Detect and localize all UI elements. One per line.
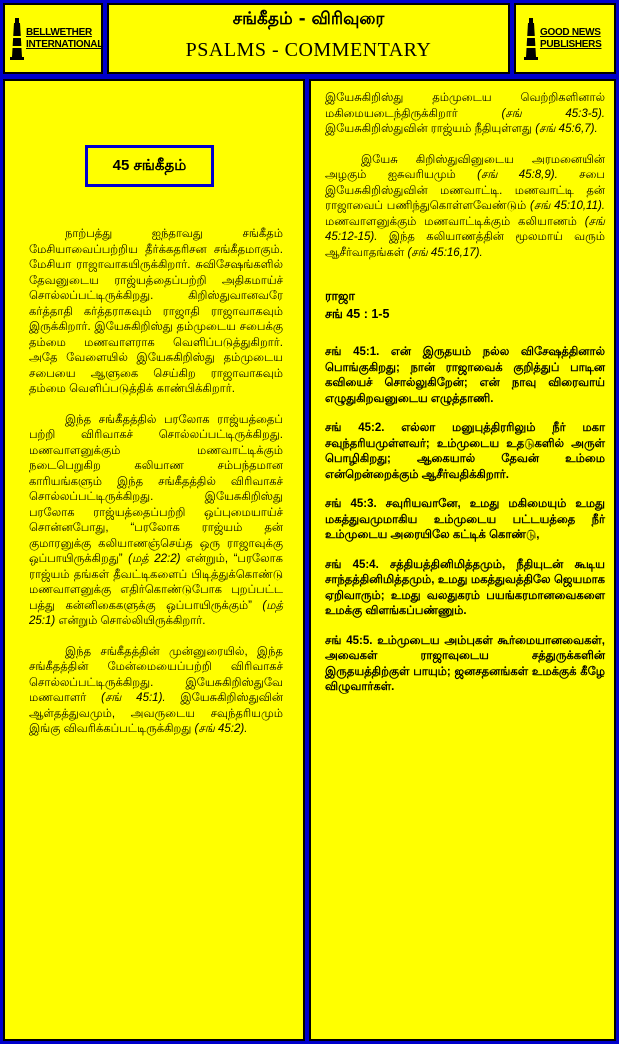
kingdom-text: என்றும் சொல்லியிருக்கிறார். [58,615,206,627]
reference: (சங் 45:16,17). [407,246,483,259]
reference: (சங் 45:12-15). [325,215,605,243]
reference: (சங் 45:2). [194,723,248,735]
left-logo-box [3,3,103,74]
palace-text: இந்த கலியாணத்தின் மூலமாய் வரும் ஆசீர்வாதங்கள் [325,231,605,259]
palace-text: இயேசு கிறிஸ்துவினுடைய அரமனையின் அழகும் ஐசுவரியமும் [325,153,605,181]
verse-item: சங் 45:3. சவுரியவானே, உமது மகிமையும் உமது மகத்துவமுமாகிய உம்முடைய பட்டயத்தை நீர் உம்முடைய அரையிலே கட்டிக் கொண்டு, [325,498,605,541]
verse-list [325,345,605,696]
preface-paragraph [29,645,283,738]
title-tamil: சங்கீதம் - விரிவுரை [232,9,385,29]
victory-text: இயேசுகிறிஸ்து தம்முடைய வெற்றிகளினால் மகிமையடைந்திருக்கிறார் [325,92,605,120]
reference: (மத் 25:1) [29,599,283,627]
verse-item: சங் 45:5. உம்முடைய அம்புகள் கூர்மையானவைகள், அவைகள் ராஜாவுடைய சத்துருக்களின் இருதயத்திற்குள் பாயும்; ஜனசதனங்கள் உமக்குக் கீழே விழுவார்கள். [325,634,605,693]
reference: (சங் 45:10,11). [530,200,606,212]
verse-item: சங் 45:2. எல்லா மனுபுத்திரரிலும் நீர் மகா சவுந்தரியமுள்ளவர்; உம்முடைய உதடுகளில் அருள் பொழிகிறது; ஆகையால் தேவன் உம்மை என்றென்றைக்கும் ஆசீர்வதிக்கிறார். [325,422,605,481]
section-title: ராஜா [325,289,355,303]
good-news-logo [524,17,606,61]
palace-paragraph [325,153,605,262]
reference: (சங் 45:8,9). [477,169,558,181]
title-english: PSALMS - COMMENTARY [185,39,432,61]
verse-item: சங் 45:1. என் இருதயம் நல்ல விசேஷத்தினால் பொங்குகிறது; நான் ராஜாவைக் குறித்துப் பாடின கவியைச் சொல்லுகிறேன்; என் நாவு விரைவாய் எழுதுகிறவனுடைய எழுத்தாணி. [325,346,605,405]
section-reference: சங் 45 : 1-5 [325,307,390,321]
kingdom-text: இந்த சங்கீதத்தில் பரலோக ராஜ்யத்தைப் பற்றி விரிவாகச் சொல்லப்பட்டிருக்கிறது. மணவாளனுக்கும் மணவாட்டிக்கும் நடைபெறுகிற கலியாண சம்பந்தமான காரியங்களும் இந்த சங்கீதத்தில் விரிவாகச் சொல்லப்பட்டிருக்கிறது. இயேசுகிறிஸ்து பரலோக ராஜ்யத்தைப்பற்றி ஒப்புமையாய்ச் சொன்னபோது, “பரலோக ராஜ்யம் தன் குமாரனுக்கு கலியாணஞ்செய்த ஒரு ராஜாவுக்கு ஒப்பாயிருக்கிறது” [29,413,283,565]
preface-text: இந்த சங்கீதத்தின் முன்னுரையில், இந்த சங்கீதத்தின் மேன்மையைப்பற்றி விரிவாகச் சொல்லப்பட்டிருக்கிறது. இயேசுகிறிஸ்துவே மணவாளர் [29,645,283,704]
left-column [3,79,305,1041]
reference: (மத் 22:2) [128,553,181,565]
reference: (சங் 45:3-5). [501,107,605,120]
bellwether-logo [10,17,104,61]
kingdom-paragraph [29,413,283,630]
kingdom-text: என்றும், “பரலோக ராஜ்யம் தங்கள் தீவட்டிகளைப் பிடித்துக்கொண்டு மணவாளனுக்கு எதிர்கொண்டுபோக புறப்பட்ட பத்து கன்னிகைகளுக்கு ஒப்பாயிருக்கும்” [29,553,283,612]
victory-paragraph [325,91,605,138]
palace-text: மணவாளனுக்கும் மணவாட்டிக்கும் கலியாணம் [325,215,577,228]
verse-item: சங் 45:4. சத்தியத்தினிமித்தமும், நீதியுடன் கூடிய சாந்தத்தினிமித்தமும், உமது மகத்துவத்திலே ஜெயமாக ஏறிவாரும்; உமது வலதுகரம் பயங்கரமானவைகளை உமக்கு விளங்கப்பண்ணும். [325,558,605,617]
psalm-heading: 45 சங்கீதம் [85,145,214,187]
right-column [309,79,616,1041]
lighthouse-icon [524,17,538,61]
preface-text: இயேசுகிறிஸ்துவின் ஆள்தத்துவமும், அவருடைய சவுந்தரியமும் இங்கு விவரிக்கப்பட்டிருக்கிறது [29,692,283,735]
title-box [107,3,510,74]
lighthouse-icon [10,17,24,61]
victory-text: இயேசுகிறிஸ்துவின் ராஜ்யம் நீதியுள்ளது [325,123,533,135]
left-logo-text: BELLWETHER INTERNATIONAL [26,26,104,50]
reference: (சங் 45:6,7). [535,123,598,135]
palace-text: சபை இயேசுகிறிஸ்துவின் மணவாட்டி. மணவாட்டி தன் ராஜாவைப் பணிந்துகொள்ளவேண்டும் [325,169,605,212]
right-logo-text: GOOD NEWS PUBLISHERS [540,26,602,50]
reference: (சங் 45:1). [101,692,166,704]
intro-paragraph: நாற்பத்து ஐந்தாவது சங்கீதம் மேசியாவைப்பற்றிய தீர்க்கதரிசன சங்கீதமாகும். மேசியா ராஜாவாகயிருக்கிறார். சுவிசேஷங்களில் தேவனுடைய ராஜ்யத்தைப்பற்றி அதிகமாய்ச் சொல்லப்பட்டிருக்கிறது. கிறிஸ்துவானவரே கர்த்தாதி கர்த்தராகவும் ராஜாதி ராஜாவாகவும் இருக்கிறார். இயேசுகிறிஸ்து தம்முடைய சபைக்கு தம்மை மணவாளராக வெளிப்படுத்துகிறார். அதே வேளையில் இயேசுகிறிஸ்து தம்முடைய சபையை ஆளுகை செய்கிற ராஜாவாகவும் தம்மை வெளிப்படுத்திக் காண்பிக்கிறார். [29,228,283,395]
right-logo-box [514,3,616,74]
